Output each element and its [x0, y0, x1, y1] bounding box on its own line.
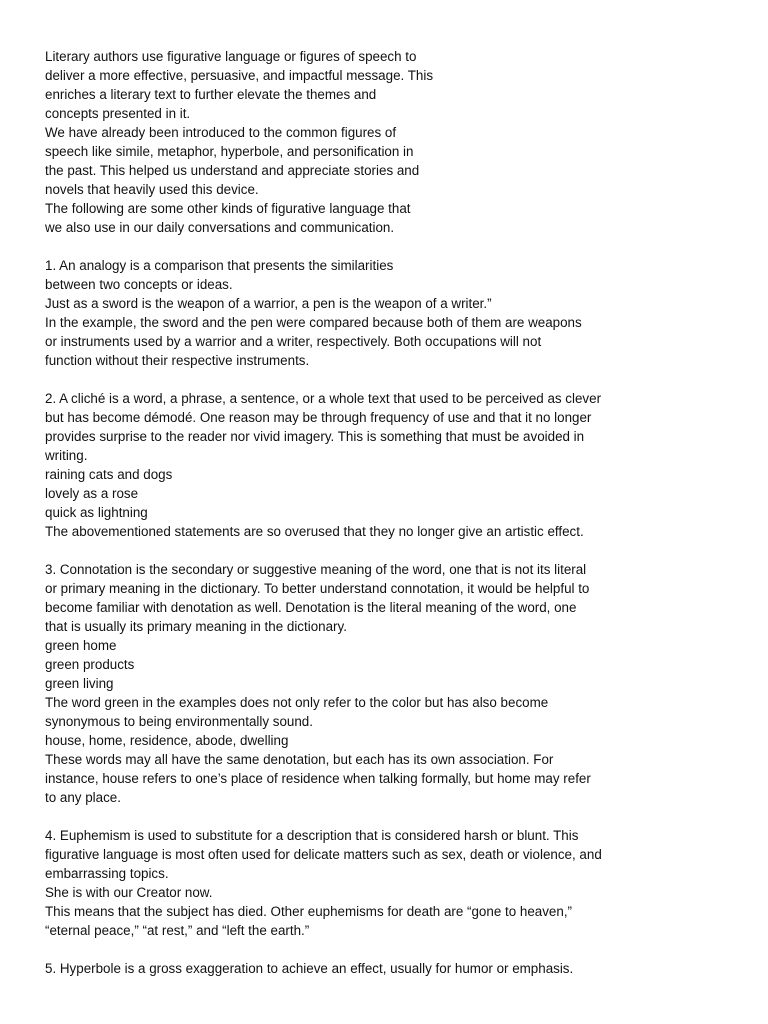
paragraph-spacer	[45, 807, 745, 826]
text-line: The word green in the examples does not only refer to the color but has also become	[45, 695, 549, 710]
text-line: embarrassing topics.	[45, 866, 169, 881]
text-line: “eternal peace,” “at rest,” and “left the earth.”	[45, 923, 310, 938]
example-line: house, home, residence, abode, dwelling	[45, 733, 289, 748]
hyperbole-section	[45, 959, 745, 978]
paragraph-spacer	[45, 541, 745, 560]
text-line: provides surprise to the reader nor vivid imagery. This is something that must be avoided in	[45, 429, 585, 444]
text-line: We have already been introduced to the common figures of	[45, 125, 397, 140]
text-line: Just as a sword is the weapon of a warrior, a pen is the weapon of a writer.”	[45, 296, 492, 311]
text-line: or instruments used by a warrior and a writer, respectively. Both occupations will not	[45, 334, 542, 349]
text-line: synonymous to being environmentally sound.	[45, 714, 313, 729]
text-line: These words may all have the same denotation, but each has its own association. For	[45, 752, 554, 767]
example-line: green home	[45, 638, 117, 653]
text-line: 5. Hyperbole is a gross exaggeration to achieve an effect, usually for humor or emphasis.	[45, 961, 574, 976]
text-line: deliver a more effective, persuasive, and impactful message. This	[45, 68, 434, 83]
example-line: green living	[45, 676, 114, 691]
analogy-section	[45, 256, 745, 370]
document-page	[45, 47, 745, 978]
cliche-section	[45, 389, 745, 541]
text-line: In the example, the sword and the pen were compared because both of them are weapons	[45, 315, 582, 330]
text-line: The abovementioned statements are so overused that they no longer give an artistic effect.	[45, 524, 584, 539]
example-line: lovely as a rose	[45, 486, 139, 501]
example-line: quick as lightning	[45, 505, 148, 520]
example-line: green products	[45, 657, 135, 672]
text-line: instance, house refers to one’s place of residence when talking formally, but home may refer	[45, 771, 591, 786]
text-line: This means that the subject has died. Other euphemisms for death are “gone to heaven,”	[45, 904, 572, 919]
text-line: The following are some other kinds of figurative language that	[45, 201, 411, 216]
text-line: we also use in our daily conversations and communication.	[45, 220, 395, 235]
text-line: 4. Euphemism is used to substitute for a description that is considered harsh or blunt. This	[45, 828, 579, 843]
text-line: novels that heavily used this device.	[45, 182, 259, 197]
text-line: 2. A cliché is a word, a phrase, a sentence, or a whole text that used to be perceived as clever	[45, 391, 602, 406]
connotation-section	[45, 560, 745, 807]
text-line: between two concepts or ideas.	[45, 277, 233, 292]
text-line: function without their respective instruments.	[45, 353, 310, 368]
paragraph-spacer	[45, 370, 745, 389]
euphemism-section	[45, 826, 745, 940]
text-line: to any place.	[45, 790, 121, 805]
text-line: 1. An analogy is a comparison that presents the similarities	[45, 258, 394, 273]
text-line: concepts presented in it.	[45, 106, 191, 121]
example-line: raining cats and dogs	[45, 467, 173, 482]
text-line: that is usually its primary meaning in the dictionary.	[45, 619, 347, 634]
text-line: speech like simile, metaphor, hyperbole, and personification in	[45, 144, 414, 159]
text-line: Literary authors use figurative language or figures of speech to	[45, 49, 417, 64]
example-line: She is with our Creator now.	[45, 885, 213, 900]
text-line: figurative language is most often used for delicate matters such as sex, death or violence, and	[45, 847, 602, 862]
text-line: the past. This helped us understand and appreciate stories and	[45, 163, 420, 178]
paragraph-spacer	[45, 237, 745, 256]
text-line: 3. Connotation is the secondary or suggestive meaning of the word, one that is not its literal	[45, 562, 587, 577]
text-line: become familiar with denotation as well. Denotation is the literal meaning of the word, one	[45, 600, 577, 615]
paragraph-spacer	[45, 940, 745, 959]
text-line: but has become démodé. One reason may be through frequency of use and that it no longer	[45, 410, 592, 425]
text-line: or primary meaning in the dictionary. To better understand connotation, it would be helpful to	[45, 581, 590, 596]
text-line: writing.	[45, 448, 88, 463]
intro-paragraph	[45, 47, 745, 237]
text-line: enriches a literary text to further elevate the themes and	[45, 87, 377, 102]
